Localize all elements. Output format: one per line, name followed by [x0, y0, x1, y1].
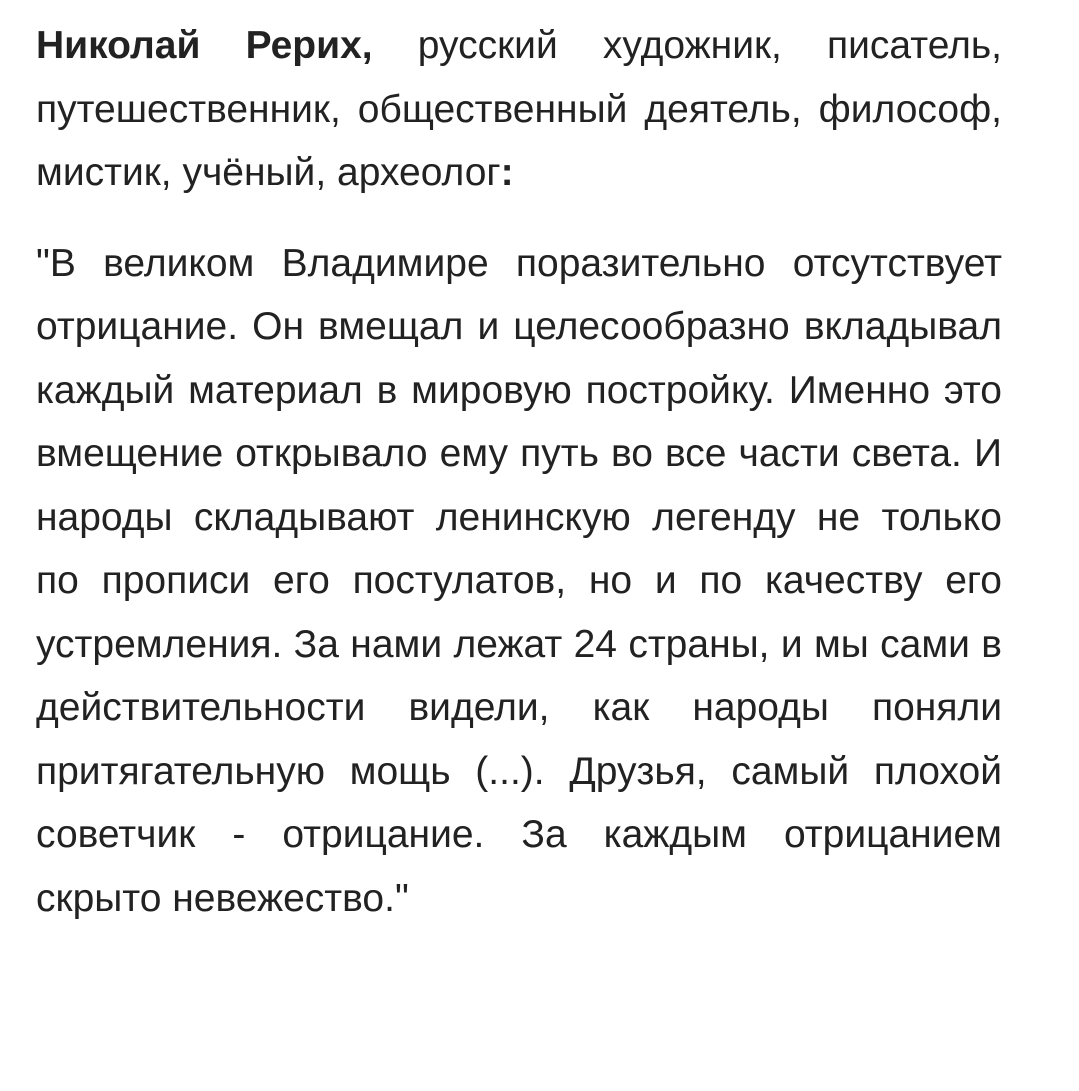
- quote-paragraph: "В великом Владимире поразительно отсутствует отрицание. Он вмещал и целесообразно вкладывал каждый материал в мировую постройку. Именно это вмещение открывало ему путь во все части света. И народы складывают ленинскую легенду не только по прописи его постулатов, но и по качеству его устремления. За нами лежат 24 страны, и мы сами в действительности видели, как народы поняли притягательную мощь (...). Друзья, самый плохой советчик - отрицание. За каждым отрицанием скрыто невежество.": [36, 241, 1002, 920]
- article-text: [36, 14, 1002, 930]
- intro-colon: :: [500, 151, 514, 194]
- author-description: русский художник, писатель, путешественник, общественный деятель, философ, мистик, учёный, археолог: [36, 24, 1002, 194]
- intro-paragraph: [36, 14, 1002, 205]
- author-name: Николай Рерих,: [36, 24, 373, 67]
